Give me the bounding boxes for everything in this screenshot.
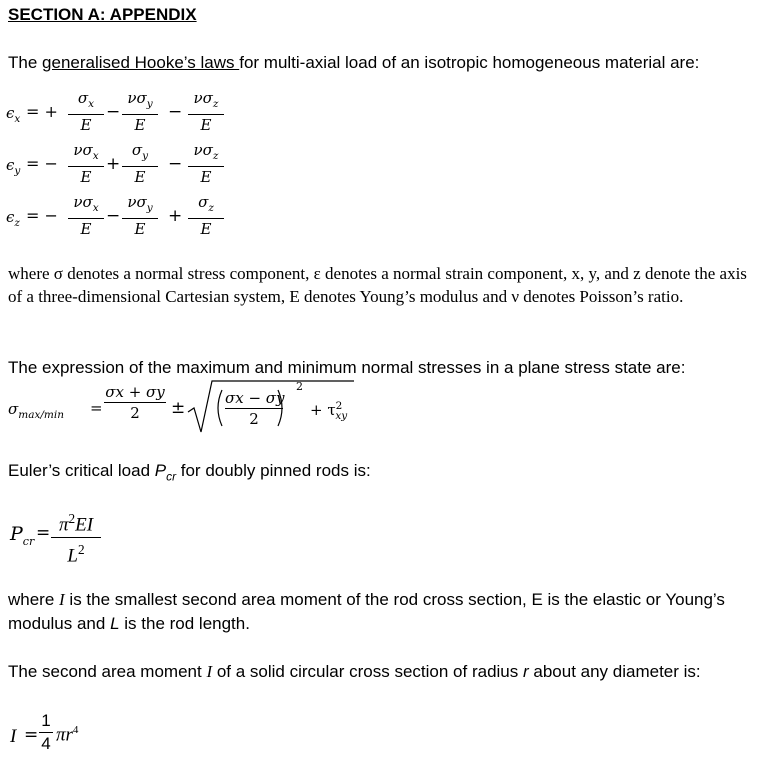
- hooke-fraction: [122, 194, 158, 237]
- hooke-denominator: E: [200, 116, 212, 134]
- hooke-operator: +: [168, 206, 183, 226]
- hooke-row: [0, 140, 771, 190]
- hooke-lhs: $\epsilon_y$: [6, 156, 21, 177]
- hooke-denominator: E: [200, 168, 212, 186]
- stress-frac1: [104, 384, 166, 421]
- hooke-row: [0, 192, 771, 242]
- hooke-numerator: $\sigma_z$: [198, 193, 214, 214]
- hooke-denominator: E: [134, 220, 146, 238]
- hooke-fraction: [188, 142, 224, 185]
- hooke-fraction: [188, 194, 224, 237]
- moment-equation: [0, 710, 771, 766]
- moment-num: 1: [41, 711, 51, 730]
- euler-frac: [51, 509, 101, 567]
- moment-eq: =: [24, 725, 39, 745]
- hooke-intro-before: The: [8, 53, 43, 72]
- euler-lhs: $P_{cr}$: [10, 523, 35, 548]
- hooke-fraction: [68, 194, 104, 237]
- moment-frac: [39, 712, 53, 753]
- hooke-sign: = −: [26, 206, 58, 225]
- stress-equation: [0, 378, 771, 438]
- moment-lhs: I: [10, 726, 17, 747]
- stress-pm: ±: [171, 398, 186, 418]
- hooke-numerator: $\nu\sigma_y$: [127, 89, 153, 110]
- hooke-fraction: [68, 90, 104, 133]
- hooke-equations: [0, 88, 771, 244]
- hooke-sign: = −: [26, 154, 58, 173]
- hooke-numerator: $\nu\sigma_x$: [73, 141, 99, 162]
- hooke-operator: −: [106, 102, 121, 122]
- moment-rest: $\pi r^4$: [56, 724, 79, 746]
- hooke-denominator: E: [80, 220, 92, 238]
- euler-explanation: where I is the smallest second area moment of the rod cross section, E is the elastic or Young’s modulus and L is the rod length.: [8, 590, 725, 633]
- hooke-operator: −: [106, 206, 121, 226]
- hooke-fraction: [122, 142, 158, 185]
- stress-den2: 2: [249, 410, 259, 428]
- euler-eq: =: [36, 523, 51, 543]
- hooke-intro-after: for multi-axial load of an isotropic homogeneous material are:: [239, 53, 700, 72]
- hooke-intro-link: generalised Hooke’s laws: [42, 53, 240, 72]
- hooke-explanation: where σ denotes a normal stress component, ε denotes a normal strain component, x, y, and z denote the axis of a three-dimensional Cartesian system, E denotes Young’s modulus and ν denotes Poisson’s ratio.: [8, 264, 747, 306]
- hooke-numerator: $\nu\sigma_y$: [127, 193, 153, 214]
- moment-den: 4: [41, 734, 51, 753]
- stress-intro: The expression of the maximum and minimum normal stresses in a plane stress state are:: [8, 358, 686, 377]
- hooke-denominator: E: [134, 168, 146, 186]
- moment-intro: The second area moment I of a solid circular cross section of radius r about any diameter is:: [8, 662, 701, 681]
- hooke-lhs: $\epsilon_x$: [6, 104, 21, 125]
- section-title: SECTION A: APPENDIX: [8, 5, 197, 24]
- hooke-denominator: E: [200, 220, 212, 238]
- stress-tau: + $\tau^2_{xy}$: [310, 400, 348, 422]
- hooke-numerator: $\nu\sigma_z$: [193, 89, 219, 110]
- hooke-fraction: [68, 142, 104, 185]
- hooke-fraction: [188, 90, 224, 133]
- hooke-denominator: E: [134, 116, 146, 134]
- hooke-operator: −: [168, 154, 183, 174]
- stress-num2: σx − σy: [225, 389, 285, 407]
- euler-equation: [0, 505, 771, 565]
- hooke-operator: +: [106, 154, 121, 174]
- euler-num: $\pi^2EI$: [58, 511, 94, 536]
- hooke-row: [0, 88, 771, 138]
- hooke-operator: −: [168, 102, 183, 122]
- hooke-numerator: $\nu\sigma_z$: [193, 141, 219, 162]
- hooke-sign: = +: [26, 102, 58, 121]
- hooke-numerator: $\sigma_y$: [131, 141, 149, 162]
- hooke-intro: [8, 52, 699, 74]
- stress-lhs: $\sigma_{max/min}$: [8, 400, 65, 421]
- euler-intro: Euler’s critical load $P_{cr}$ for doubly pinned rods is:: [8, 461, 371, 484]
- hooke-fraction: [122, 90, 158, 133]
- stress-frac2: [225, 390, 283, 427]
- euler-den: $L^2$: [67, 542, 85, 567]
- stress-exp: 2: [296, 380, 303, 393]
- stress-eq: =: [90, 399, 103, 417]
- hooke-numerator: $\nu\sigma_x$: [73, 193, 99, 214]
- stress-num1: σx + σy: [105, 383, 165, 401]
- hooke-denominator: E: [80, 168, 92, 186]
- stress-den1: 2: [130, 404, 140, 422]
- hooke-numerator: $\sigma_x$: [77, 89, 95, 110]
- hooke-denominator: E: [80, 116, 92, 134]
- hooke-lhs: $\epsilon_z$: [6, 208, 20, 229]
